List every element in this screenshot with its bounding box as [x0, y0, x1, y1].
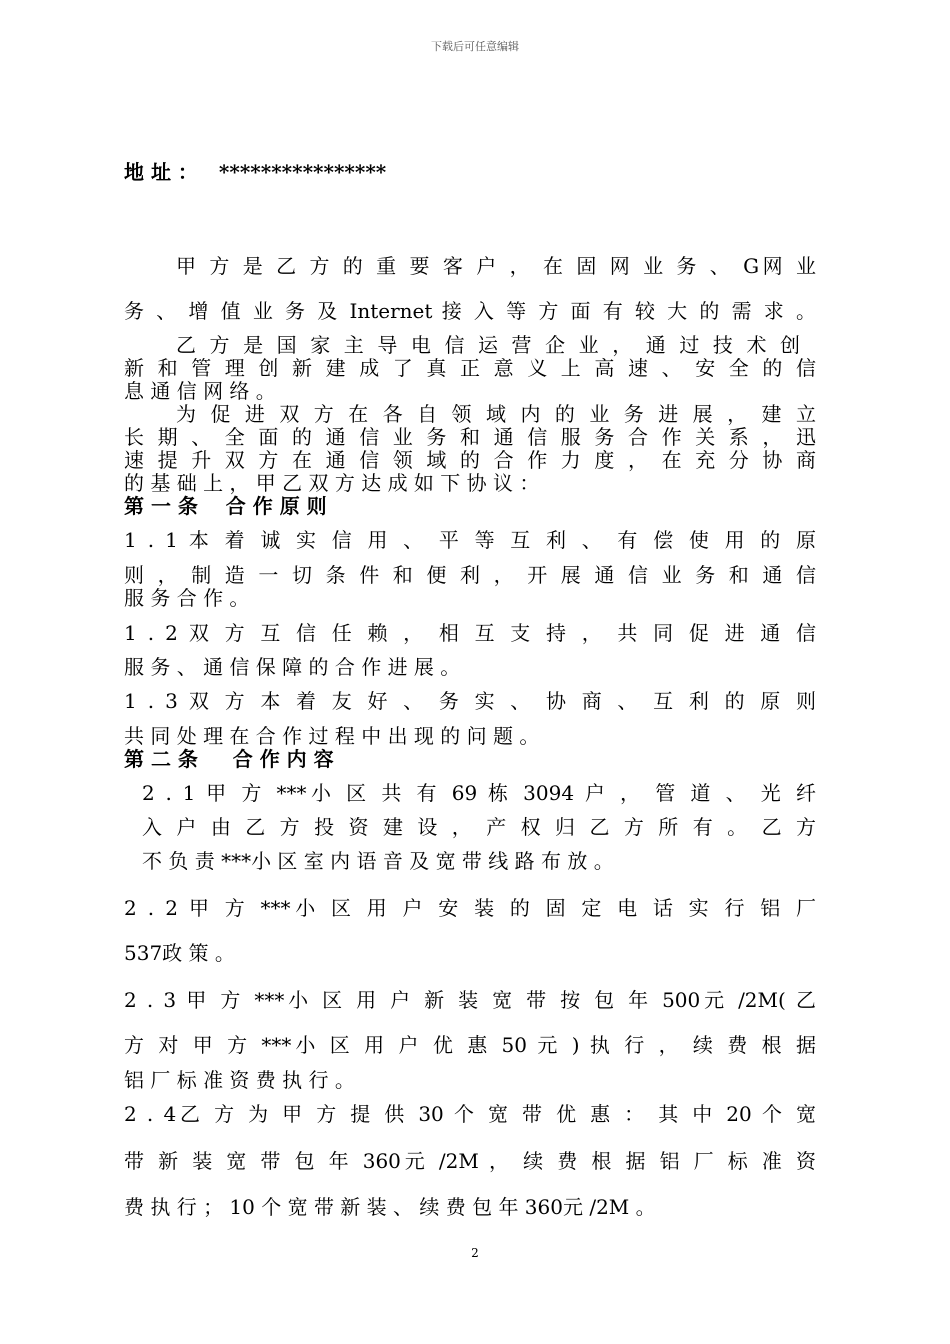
- clause-2-2-line1: 2 . 2 甲 方 ***小 区 用 户 安 装 的 固 定 电 话 实 行 铝 厂: [124, 896, 816, 920]
- intro-p3-line1: 为 促 进 双 方 在 各 自 领 域 内 的 业 务 进 展 ， 建 立: [176, 402, 816, 426]
- intro-p3-line2: 长 期 、 全 面 的 通 信 业 务 和 通 信 服 务 合 作 关 系 ， 迅: [124, 425, 816, 449]
- clause-2-3-line2: 方 对 甲 方 ***小 区 用 户 优 惠 50 元 ) 执 行 ， 续 费 根 据: [124, 1033, 816, 1057]
- clause-2-1-line2: 入 户 由 乙 方 投 资 建 设 ， 产 权 归 乙 方 所 有 。 乙 方: [142, 815, 816, 839]
- clause-1-3-line1: 1 . 3 双 方 本 着 友 好 、 务 实 、 协 商 、 互 利 的 原 则: [124, 689, 816, 713]
- intro-p1-line1: 甲 方 是 乙 方 的 重 要 客 户 ， 在 固 网 业 务 、 G网 业: [176, 254, 816, 278]
- article1-title: 第 一 条 合 作 原 则: [124, 494, 327, 518]
- clause-1-3-line2: 共 同 处 理 在 合 作 过 程 中 出 现 的 问 题 。: [124, 724, 540, 748]
- intro-p3-line3: 速 提 升 双 方 在 通 信 领 域 的 合 作 力 度 ， 在 充 分 协 商: [124, 448, 816, 472]
- page-number: 2: [471, 1246, 479, 1260]
- intro-p2-line1: 乙 方 是 国 家 主 导 电 信 运 营 企 业 ， 通 过 技 术 创: [176, 333, 800, 357]
- clause-1-1-line1: 1 . 1 本 着 诚 实 信 用 、 平 等 互 利 、 有 偿 使 用 的 原: [124, 528, 816, 552]
- intro-p2-line3: 息 通 信 网 络 。: [124, 379, 276, 403]
- clause-1-1-line2: 则 ， 制 造 一 切 条 件 和 便 利 ， 开 展 通 信 业 务 和 通 信: [124, 563, 816, 587]
- page-header: 下载后可任意编辑: [431, 40, 519, 53]
- clause-2-4-line1: 2 . 4乙 方 为 甲 方 提 供 30 个 宽 带 优 惠 ： 其 中 20 个 宽: [124, 1102, 816, 1126]
- clause-2-3-line1: 2 . 3 甲 方 ***小 区 用 户 新 装 宽 带 按 包 年 500元 /2M( 乙: [124, 988, 816, 1012]
- clause-1-2-line1: 1 . 2 双 方 互 信 任 赖 ， 相 互 支 持 ， 共 同 促 进 通 信: [124, 621, 816, 645]
- clause-2-4-line2: 带 新 装 宽 带 包 年 360元 /2M ， 续 费 根 据 铝 厂 标 准 资: [124, 1149, 816, 1173]
- clause-1-1-line3: 服 务 合 作 。: [124, 586, 250, 610]
- intro-p1-line2: 务 、 增 值 业 务 及 Internet 接 入 等 方 面 有 较 大 的 需 求 。: [124, 299, 816, 323]
- intro-p3-line4: 的 基 础 上 ， 甲 乙 双 方 达 成 如 下 协 议 ：: [124, 471, 540, 495]
- intro-p2-line2: 新 和 管 理 创 新 建 成 了 真 正 意 义 上 高 速 、 安 全 的 信: [124, 356, 816, 380]
- article2-title: 第 二 条 合 作 内 容: [124, 747, 334, 771]
- clause-2-1-line1: 2 . 1 甲 方 ***小 区 共 有 69 栋 3094 户 ， 管 道 、 光 纤: [142, 781, 816, 805]
- clause-2-4-line3: 费 执 行 ； 10 个 宽 带 新 装 、 续 费 包 年 360元 /2M 。: [124, 1195, 656, 1219]
- clause-2-3-line3: 铝 厂 标 准 资 费 执 行 。: [124, 1068, 355, 1092]
- address-value: ****************: [218, 160, 387, 184]
- clause-1-2-line2: 服 务 、 通 信 保 障 的 合 作 进 展 。: [124, 655, 461, 679]
- address-label: 地 址 ：: [124, 160, 198, 184]
- clause-2-1-line3: 不 负 责 ***小 区 室 内 语 音 及 宽 带 线 路 布 放 。: [142, 849, 614, 873]
- address-line: [124, 160, 816, 184]
- clause-2-2-line2: 537政 策 。: [124, 941, 235, 965]
